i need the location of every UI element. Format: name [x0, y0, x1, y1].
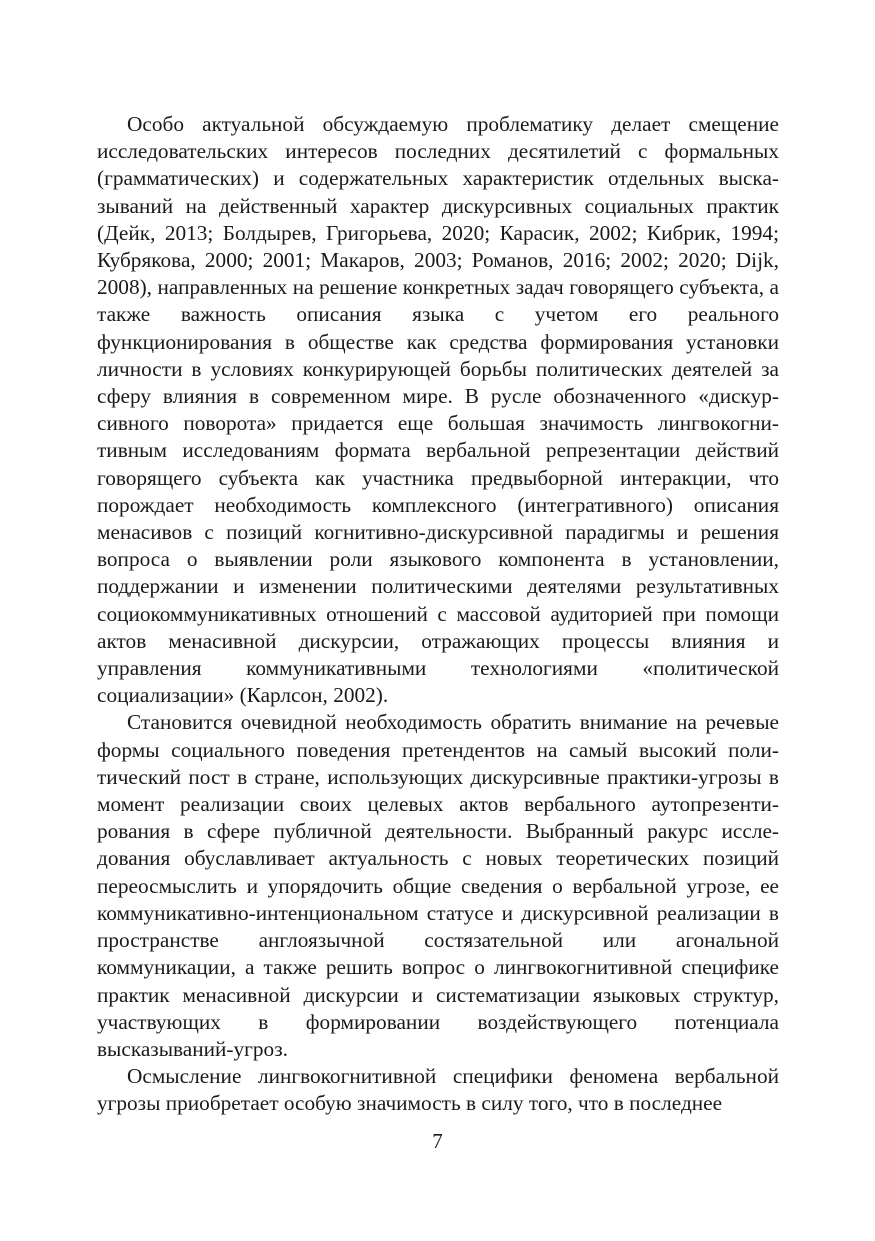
paragraph-2: Становится очевидной необходимость обратить внимание на речевые формы социального поведения претендентов на самый высокий политический пост в стране, использующих дискурсивные практики-угрозы в момент реализации своих целевых актов вербального аутопрезентирования в сфере публичной деятельности. Выбранный ракурс исследования обуславливает актуальность с новых теоретических позиций переосмыслить и упорядочить общие сведения о вербальной угрозе, ее коммуникативно-интенциональном статусе и дискурсивной реализации в пространстве англоязычной состязательной или агональной коммуникации, а также решить вопрос о лингвокогнитивной специфике практик менасивной дискурсии и систематизации языковых структур, участвующих в формировании воздействующего потенциала высказываний-угроз.	[97, 710, 779, 1061]
page-number: 7	[432, 1129, 443, 1153]
paragraph-1: Особо актуальной обсуждаемую проблематику делает смещение исследовательских интересов последних десятилетий с формальных (грамматических) и содержательных характеристик отдельных высказываний на действенный характер дискурсивных социальных практик (Дейк, 2013; Болдырев, Григорьева, 2020; Карасик, 2002; Кибрик, 1994; Кубрякова, 2000; 2001; Макаров, 2003; Романов, 2016; 2002; 2020; Dijk, 2008), направленных на решение конкретных задач говорящего субъекта, а также важность описания языка с учетом его реального функционирования в обществе как средства формирования установки личности в условиях конкурирующей борьбы политических деятелей за сферу влияния в современном мире. В русле обозначенного «дискурсивного поворота» придается еще большая значимость лингвокогнитивным исследованиям формата вербальной репрезентации действий говорящего субъекта как участника предвыборной интеракции, что порождает необходимость комплексного (интегративного) описания менасивов с позиций когнитивно-дискурсивной парадигмы и решения вопроса о выявлении роли языкового компонента в установлении, поддержании и изменении политическими деятелями результативных социокоммуникативных отношений с массовой аудиторией при помощи актов менасивной дискурсии, отражающих процессы влияния и управления коммуникативными технологиями «политической социализации» (Карлсон, 2002).	[97, 112, 779, 708]
paragraph-3: Осмысление лингвокогнитивной специфики феномена вербальной угрозы приобретает особую значимость в силу того, что в последнее	[97, 1064, 779, 1116]
page-body	[97, 111, 779, 1118]
